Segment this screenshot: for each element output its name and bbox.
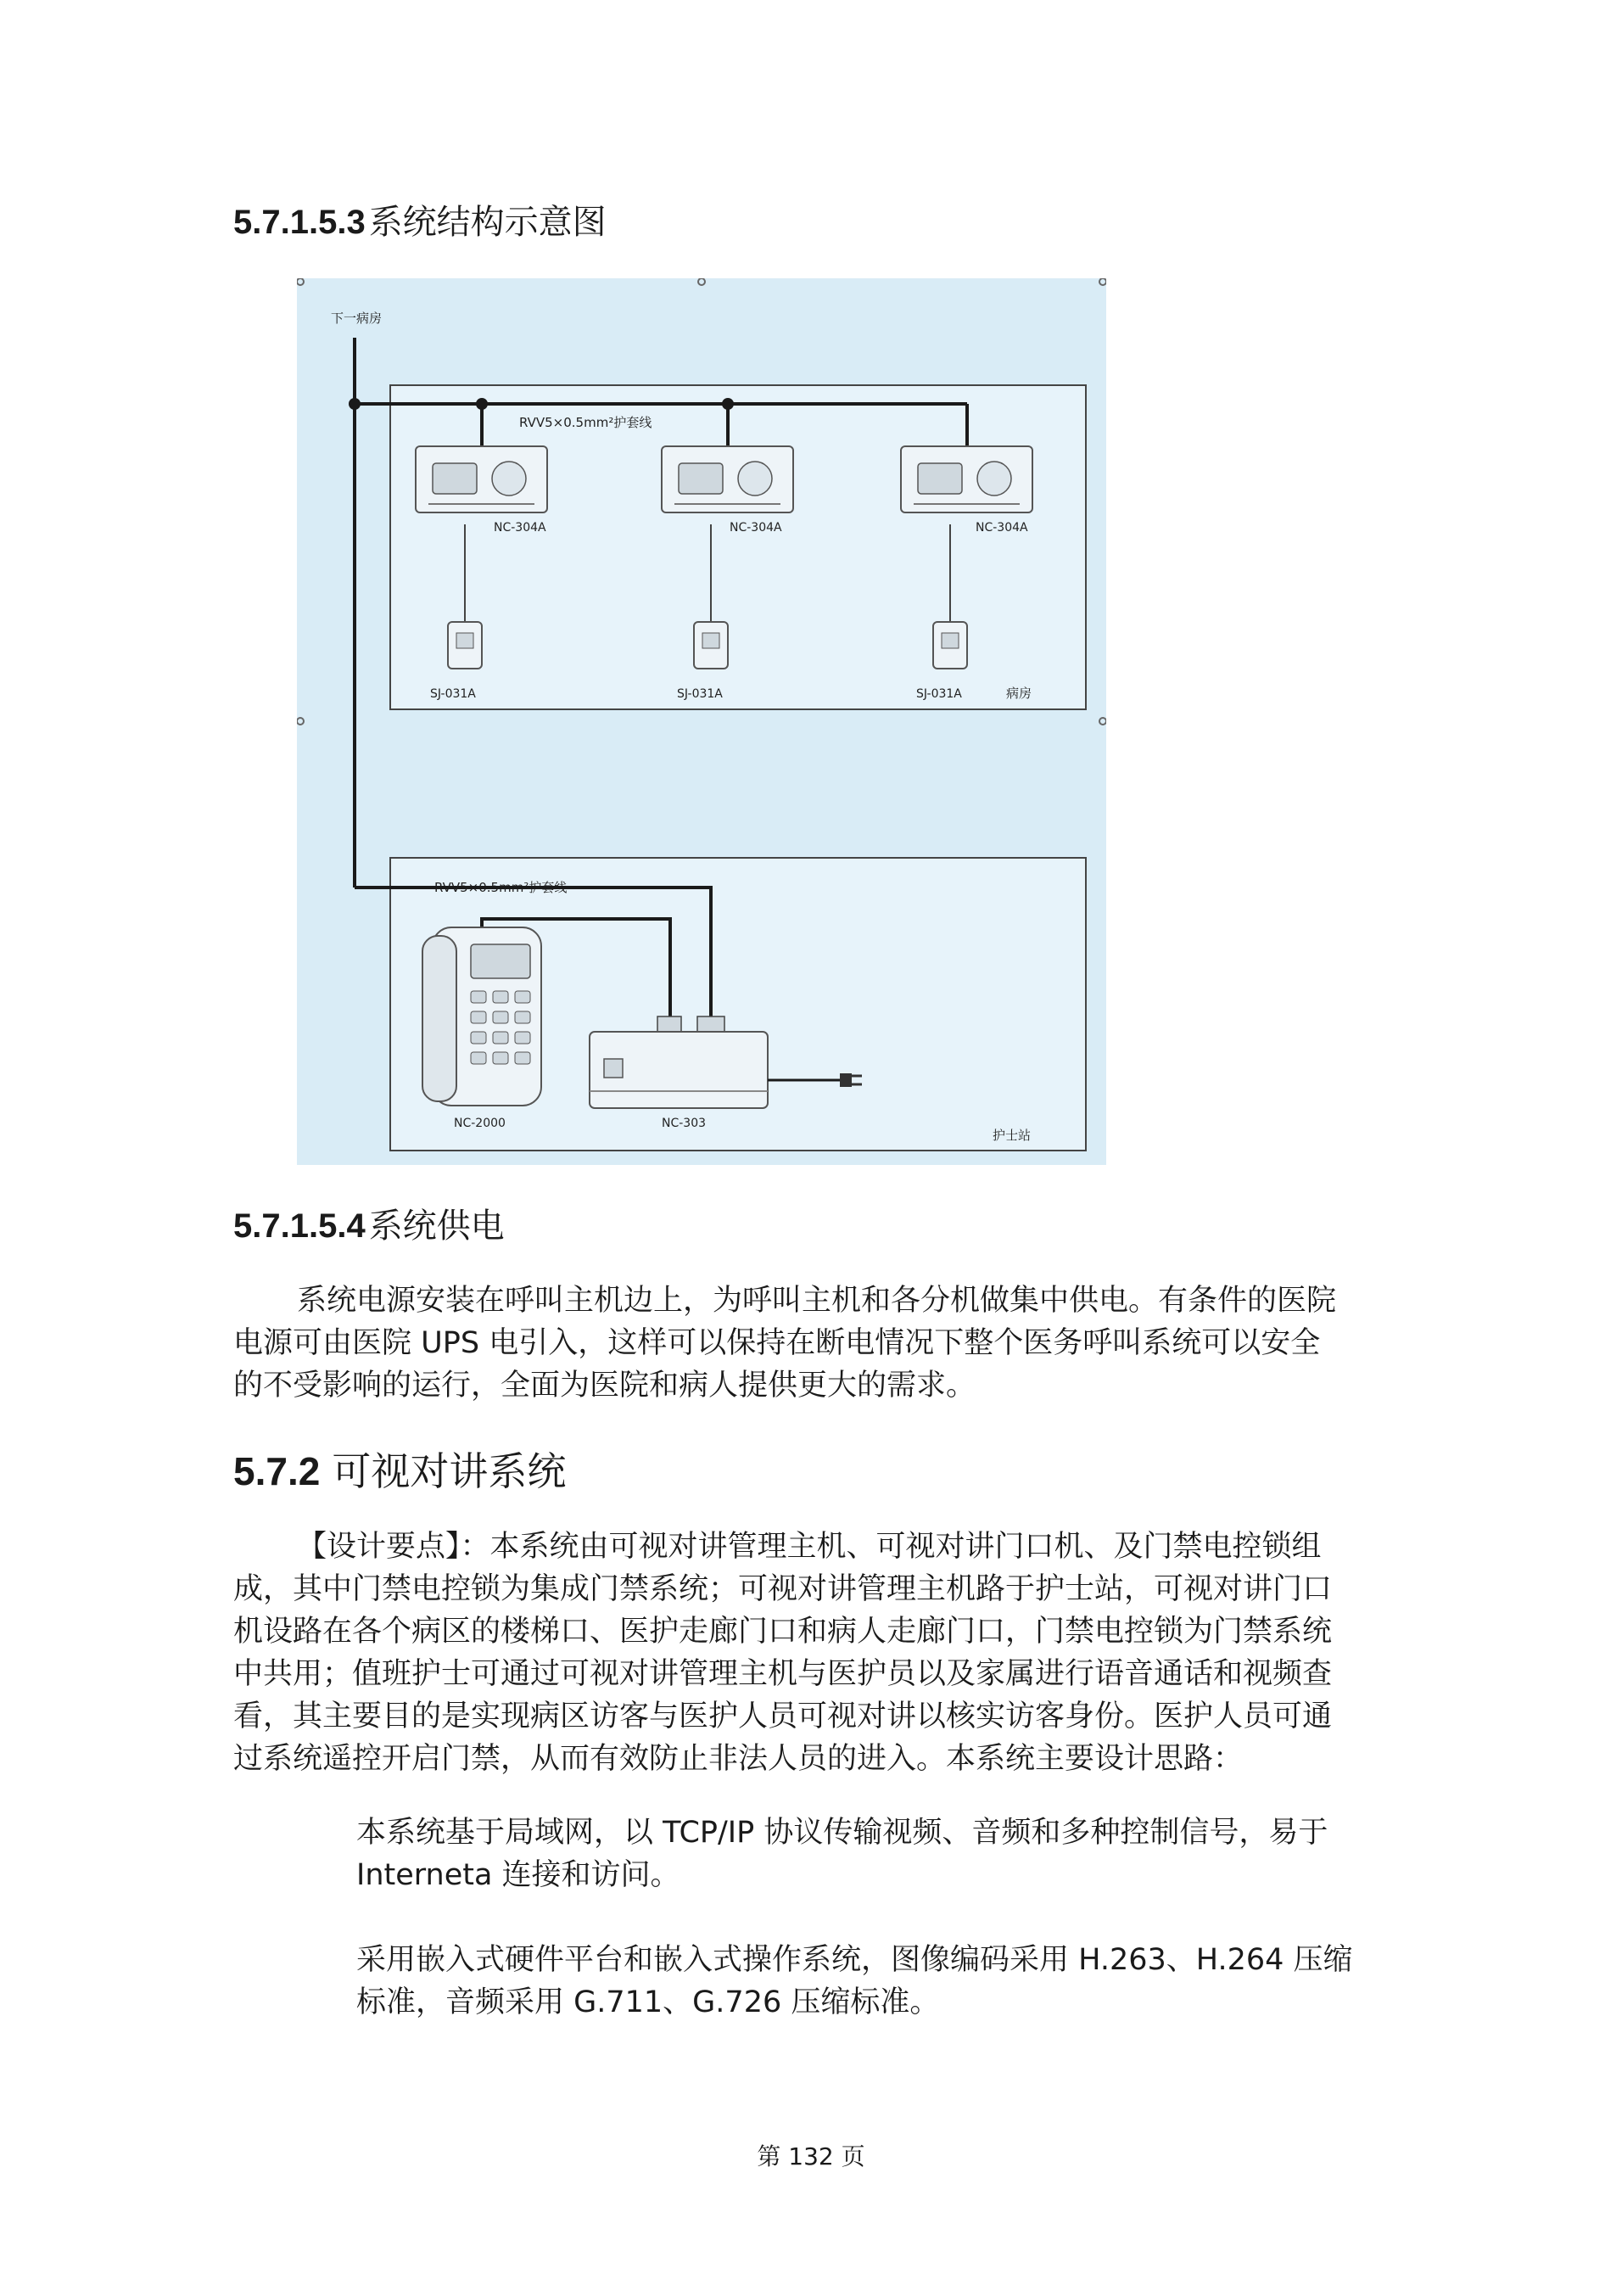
item-line: 标准，音频采用 G.711、G.726 压缩标准。: [356, 1985, 940, 2019]
item-line: 采用嵌入式硬件平台和嵌入式操作系统，图像编码采用 H.263、H.264 压缩: [356, 1943, 1353, 1977]
page-number: 第 132 页: [757, 2142, 865, 2170]
handset-model: SJ-031A: [430, 687, 476, 701]
next-ward-label: 下一病房: [331, 311, 383, 326]
paragraph-line: 看，其主要目的是实现病区访客与医护人员可视对讲以核实访客身份。医护人员可通: [233, 1700, 1333, 1733]
ward-unit-model: NC-304A: [494, 521, 546, 535]
ward-label: 病房: [1006, 686, 1032, 701]
paragraph-line: 中共用；值班护士可通过可视对讲管理主机与医护员以及家属进行语音通话和视频查: [233, 1657, 1333, 1691]
ward-unit-model: NC-304A: [730, 521, 782, 535]
handset-model: SJ-031A: [916, 687, 962, 701]
paragraph-line: 过系统遥控开启门禁，从而有效防止非法人员的进入。本系统主要设计思路：: [233, 1742, 1244, 1776]
paragraph-line: 系统电源安装在呼叫主机边上，为呼叫主机和各分机做集中供电。有条件的医院: [297, 1284, 1337, 1318]
power-supply-model: NC-303: [662, 1117, 707, 1130]
item-line: Interneta 连接和访问。: [356, 1858, 680, 1892]
diagram-canvas: [297, 278, 1106, 1165]
paragraph-line: 电源可由医院 UPS 电引入，这样可以保持在断电情况下整个医务呼叫系统可以安全: [233, 1326, 1321, 1360]
phone-model: NC-2000: [454, 1117, 506, 1130]
section-number: 5.7.1.5.4: [233, 1207, 366, 1245]
section-title: 系统结构示意图: [368, 203, 607, 242]
design-idea-item-2: [356, 1939, 1425, 2024]
nurse-phone: [422, 927, 541, 1130]
section-number: 5.7.1.5.3: [233, 204, 366, 241]
paragraph-line: 机设路在各个病区的楼梯口、医护走廊门口和病人走廊门口，门禁电控锁为门禁系统: [233, 1615, 1333, 1649]
ward-box: [390, 385, 1086, 709]
nurse-station-label: 护士站: [993, 1128, 1032, 1143]
system-structure-diagram: [297, 278, 1106, 1165]
section-number: 5.7.2: [233, 1449, 321, 1493]
item-line: 本系统基于局域网，以 TCP/IP 协议传输视频、音频和多种控制信号，易于: [356, 1816, 1328, 1850]
bus-junction: [722, 398, 734, 410]
paragraph-line: 【设计要点】：本系统由可视对讲管理主机、可视对讲门口机、及门禁电控锁组: [297, 1530, 1322, 1564]
cable-label-top: RVV5×0.5mm²护套线: [519, 415, 652, 430]
section-heading-5-7-1-5-4: [233, 1203, 505, 1249]
bus-junction: [476, 398, 488, 410]
ward-unit-model: NC-304A: [976, 521, 1028, 535]
handset-model: SJ-031A: [677, 687, 723, 701]
paragraph-line: 成，其中门禁电控锁为集成门禁系统；可视对讲管理主机路于护士站，可视对讲门口: [233, 1572, 1333, 1606]
design-points-paragraph: [233, 1526, 1421, 1780]
section-heading-5-7-2: [233, 1445, 566, 1498]
section-heading-5-7-1-5-3: [233, 199, 607, 245]
design-idea-item-1: [356, 1812, 1425, 1896]
bus-junction: [349, 398, 361, 410]
power-supply-paragraph: [233, 1280, 1421, 1407]
section-title: 系统供电: [368, 1207, 505, 1246]
paragraph-line: 的不受影响的运行，全面为医院和病人提供更大的需求。: [233, 1369, 976, 1403]
section-title: 可视对讲系统: [332, 1448, 567, 1494]
cable-label-bottom: RVV5×0.5mm²护套线: [434, 880, 568, 895]
